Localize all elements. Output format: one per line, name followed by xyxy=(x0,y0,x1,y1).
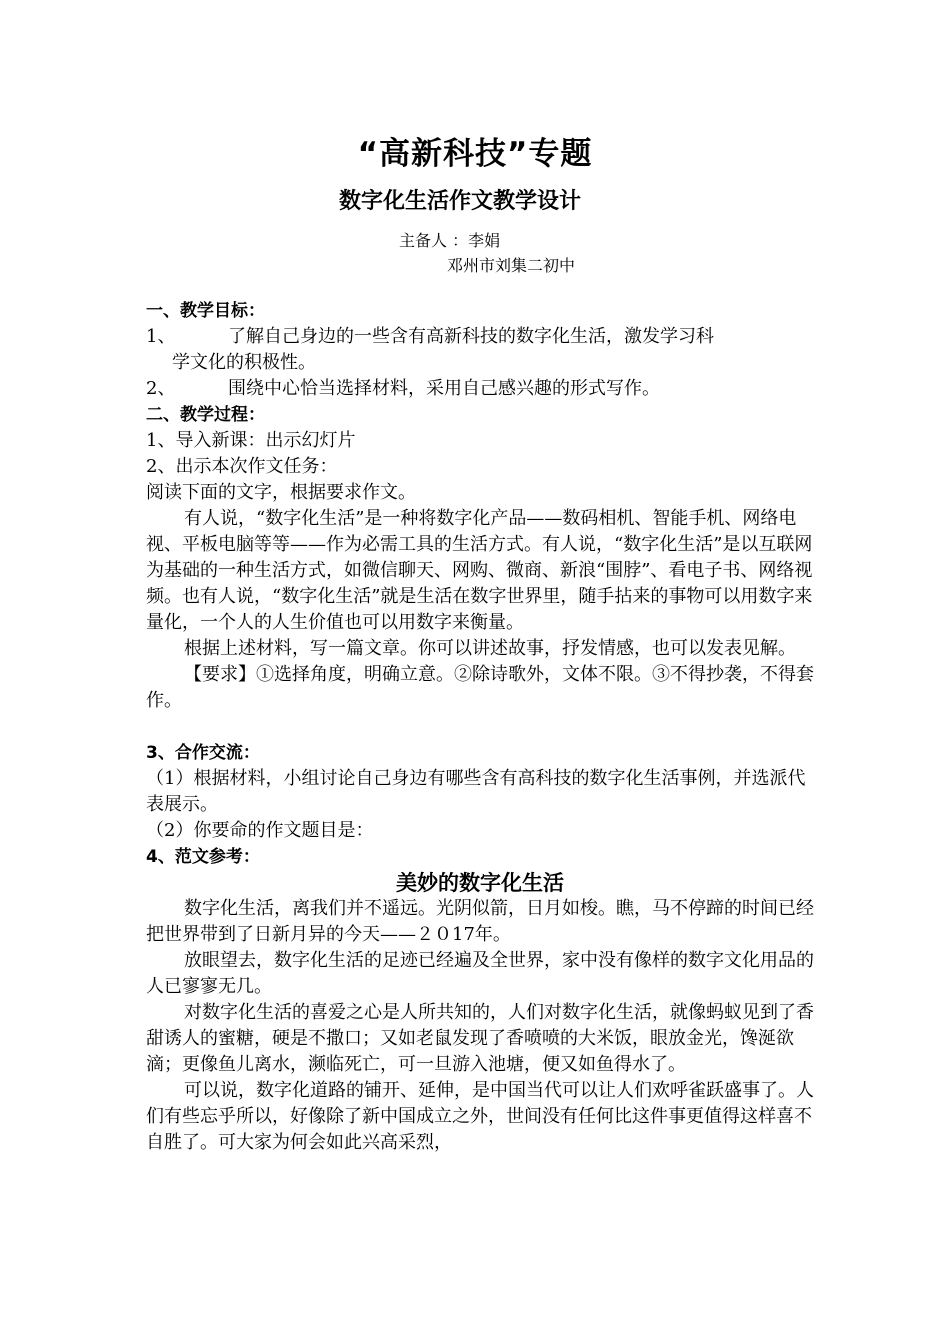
essay-title: 美妙的数字化生活 xyxy=(396,871,564,895)
goal-number: 1、 xyxy=(146,326,176,347)
essay-paragraph-1: 数字化生活，离我们并不遥远。光阴似箭，日月如梭。瞧，马不停蹄的时间已经把世界带到了日新月异的今天——２０17年。 xyxy=(146,898,814,945)
essay-paragraph-2: 放眼望去，数字化生活的足迹已经遍及全世界，家中没有像样的数字文化用品的人已寥寥无几。 xyxy=(146,950,814,997)
school-line: 邓州市刘集二初中 xyxy=(447,256,576,275)
step-3-heading: 3、合作交流： xyxy=(146,743,260,763)
task-requirements: 【要求】①选择角度，明确立意。②除诗歌外，文体不限。③不得抄袭，不得套作。 xyxy=(146,664,814,711)
document-subtitle: 数字化生活作文教学设计 xyxy=(338,189,581,214)
document-body xyxy=(146,298,814,1156)
step-3-item-1: （1）根据材料，小组讨论自己身边有哪些含有高科技的数字化生活事例，并选派代表展示。 xyxy=(146,768,806,815)
goals-heading: 一、教学目标： xyxy=(146,301,265,321)
step-3-item-2: （2）你要命的作文题目是： xyxy=(146,820,374,841)
author-line: 主备人 ：李娟 xyxy=(399,231,501,250)
task-instruction: 根据上述材料，写一篇文章。你可以讲述故事，抒发情感，也可以发表见解。 xyxy=(184,638,796,659)
essay-paragraph-4: 可以说，数字化道路的铺开、延伸，是中国当代可以让人们欢呼雀跃盛事了。人们有些忘乎所以，好像除了新中国成立之外，世间没有任何比这件事更值得这样喜不自胜了。可大家为何会如此兴高采烈， xyxy=(146,1080,814,1153)
goal-continuation: 学文化的积极性。 xyxy=(172,352,316,373)
step-2: 2、出示本次作文任务： xyxy=(146,456,338,477)
goal-item-2 xyxy=(146,376,814,402)
goal-number: 2、 xyxy=(146,378,176,399)
goal-text: 围绕中心恰当选择材料，采用自己感兴趣的形式写作。 xyxy=(228,378,660,399)
spacer xyxy=(146,714,814,740)
step-1: 1、导入新课：出示幻灯片 xyxy=(146,430,356,451)
goal-text: 了解自己身边的一些含有高新科技的数字化生活，激发学习科 xyxy=(228,326,714,347)
task-intro: 阅读下面的文字，根据要求作文。 xyxy=(146,482,416,503)
step-4-heading: 4、范文参考： xyxy=(146,847,260,867)
process-heading: 二、教学过程： xyxy=(146,405,265,425)
goal-item-1 xyxy=(146,324,814,350)
document-title: “高新科技”专题 xyxy=(357,136,593,172)
task-paragraph: 有人说，“数字化生活”是一种将数字化产品——数码相机、智能手机、网络电视、平板电脑等等——作为必需工具的生活方式。有人说，“数字化生活”是以互联网为基础的一种生活方式，如微信聊天、网购、微商、新浪“围脖”、看电子书、网络视频。也有人说，“数字化生活”就是生活在数字世界里，随手拈来的事物可以用数字来量化，一个人的人生价值也可以用数字来衡量。 xyxy=(146,508,813,633)
essay-paragraph-3: 对数字化生活的喜爱之心是人所共知的，人们对数字化生活，就像蚂蚁见到了香甜诱人的蜜糖，硬是不撒口；又如老鼠发现了香喷喷的大米饭，眼放金光，馋涎欲滴；更像鱼儿离水，濒临死亡，可一旦游入池塘，便又如鱼得水了。 xyxy=(146,1002,814,1075)
